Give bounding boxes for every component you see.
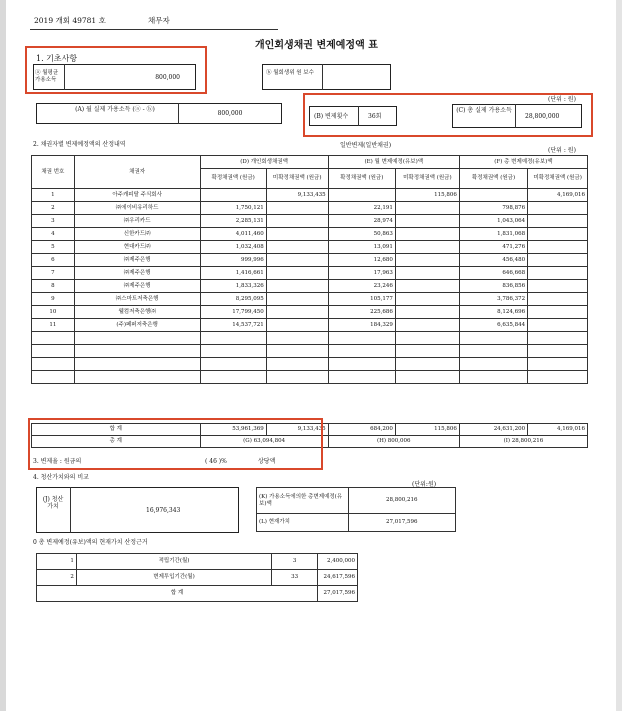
cell-d2 xyxy=(266,319,328,332)
cell-f2 xyxy=(528,306,588,319)
blank-cell xyxy=(328,332,395,345)
col-header-E: (E) 월 변제예정(유보)액 xyxy=(328,156,459,169)
cell-f1: 646,668 xyxy=(459,267,527,280)
cell-e2 xyxy=(395,202,459,215)
cell-no: 2 xyxy=(32,202,75,215)
cell-f1: 1,043,064 xyxy=(459,215,527,228)
field-C-label: (C) 총 실제 가용소득 xyxy=(456,107,512,114)
section4-unit: (단위:원) xyxy=(412,481,437,488)
pv-cell-months: 3 xyxy=(272,554,318,570)
sum-e2: 115,806 xyxy=(395,424,459,436)
sum-e1: 684,200 xyxy=(328,424,395,436)
page-title: 개인회생채권 변제예정액 표 xyxy=(255,40,378,51)
subheader-d-fixed: 확정채권액 (원금) xyxy=(200,169,266,189)
blank-cell xyxy=(528,371,588,384)
section5-title: 0 총 변제예정(유보)액의 현재가치 산정근거 xyxy=(33,539,148,546)
creditor-table xyxy=(31,155,588,384)
blank-row xyxy=(32,358,588,371)
cell-name: ㈜제주은행 xyxy=(74,280,200,293)
cell-f1: 3,786,372 xyxy=(459,293,527,306)
kl-table xyxy=(256,487,456,532)
table-row xyxy=(32,280,588,293)
cell-d2 xyxy=(266,254,328,267)
blank-cell xyxy=(266,332,328,345)
cell-d2 xyxy=(266,280,328,293)
cell-d1: 4,011,460 xyxy=(200,228,266,241)
sum-f2: 4,169,016 xyxy=(528,424,588,436)
cell-f2 xyxy=(528,280,588,293)
pv-sum-label: 합 계 xyxy=(37,586,318,602)
cell-name: ㈜제주은행 xyxy=(74,267,200,280)
blank-row xyxy=(32,345,588,358)
blank-cell xyxy=(328,371,395,384)
col-header-creditor: 채권자 xyxy=(74,156,200,189)
pv-cell-label: 변제투입기간(월) xyxy=(76,570,271,586)
cell-d1: 14,537,721 xyxy=(200,319,266,332)
unit-label-1: (단위 : 원) xyxy=(548,96,576,103)
subheader-d-unfixed: 미확정채권액 (원금) xyxy=(266,169,328,189)
blank-cell xyxy=(32,358,75,371)
cell-d2 xyxy=(266,306,328,319)
cell-f2 xyxy=(528,293,588,306)
cell-d2 xyxy=(266,293,328,306)
cell-e1: 13,091 xyxy=(328,241,395,254)
left-scan-margin xyxy=(0,0,6,711)
table-row xyxy=(32,228,588,241)
blank-cell xyxy=(528,345,588,358)
field-J-label: (J) 청산 가치 xyxy=(42,496,64,510)
sum-d2: 9,133,435 xyxy=(266,424,328,436)
blank-cell xyxy=(200,332,266,345)
pv-row xyxy=(37,570,358,586)
field-J-value: 16,976,343 xyxy=(146,507,181,514)
cell-d1: 2,285,131 xyxy=(200,215,266,228)
cell-f2 xyxy=(528,228,588,241)
blank-cell xyxy=(200,345,266,358)
field-B-label: (B) 변제횟수 xyxy=(314,113,349,120)
table-row xyxy=(32,189,588,202)
cell-e2 xyxy=(395,241,459,254)
blank-cell xyxy=(266,358,328,371)
blank-cell xyxy=(32,332,75,345)
pv-sum-value: 27,017,596 xyxy=(318,586,358,602)
cell-f1: 6,635,844 xyxy=(459,319,527,332)
section4-title: 4. 청산가치와의 비교 xyxy=(33,474,89,481)
total-label: 총 계 xyxy=(32,436,201,448)
col-header-D: (D) 개인회생채권액 xyxy=(200,156,328,169)
pv-cell-label: 적립기간(월) xyxy=(76,554,271,570)
pv-cell-months: 33 xyxy=(272,570,318,586)
table-row xyxy=(32,202,588,215)
cell-name: ㈜에이비유리하드 xyxy=(74,202,200,215)
field-A-divider xyxy=(178,103,179,124)
cell-e1: 17,963 xyxy=(328,267,395,280)
table-row xyxy=(32,215,588,228)
cell-e1 xyxy=(328,189,395,202)
field-a-value: 800,000 xyxy=(155,74,180,81)
cell-d1: 999,996 xyxy=(200,254,266,267)
cell-f2: 4,169,016 xyxy=(528,189,588,202)
cell-e1: 50,863 xyxy=(328,228,395,241)
cell-d1: 1,032,408 xyxy=(200,241,266,254)
cell-no: 7 xyxy=(32,267,75,280)
cell-f2 xyxy=(528,215,588,228)
cell-d2 xyxy=(266,267,328,280)
highlight-ABC xyxy=(303,93,593,137)
highlight-section1 xyxy=(25,46,207,94)
cell-f2 xyxy=(528,254,588,267)
section2-unit: (단위 : 원) xyxy=(548,147,576,154)
cell-no: 5 xyxy=(32,241,75,254)
field-b-divider xyxy=(322,64,323,90)
subheader-f-unfixed: 미확정채권액 (원금) xyxy=(528,169,588,189)
section3-label: 3. 변제율 : 원금의 xyxy=(33,458,82,465)
blank-cell xyxy=(32,371,75,384)
cell-d2: 9,133,435 xyxy=(266,189,328,202)
cell-name: 신한카드㈜ xyxy=(74,228,200,241)
pv-table xyxy=(36,553,358,602)
cell-no: 11 xyxy=(32,319,75,332)
cell-e2 xyxy=(395,280,459,293)
blank-row xyxy=(32,371,588,384)
blank-cell xyxy=(266,345,328,358)
field-L-label: (L) 현재가치 xyxy=(257,514,349,532)
field-J-box xyxy=(36,487,239,533)
cell-e2 xyxy=(395,254,459,267)
field-K-label: (K) 가용소득에의한 총변제예정(유보)액 xyxy=(257,488,349,514)
cell-d2 xyxy=(266,202,328,215)
cell-d2 xyxy=(266,215,328,228)
blank-cell xyxy=(528,332,588,345)
section2-sub: 일반변제(일반채권) xyxy=(340,142,392,149)
cell-d1: 17,799,450 xyxy=(200,306,266,319)
field-A-value: 800,000 xyxy=(217,110,243,117)
cell-f1: 456,480 xyxy=(459,254,527,267)
cell-name: 현대카드㈜ xyxy=(74,241,200,254)
cell-d2 xyxy=(266,228,328,241)
cell-no: 1 xyxy=(32,189,75,202)
blank-cell xyxy=(395,345,459,358)
field-C-value: 28,800,000 xyxy=(525,113,560,120)
pv-cell-no: 1 xyxy=(37,554,77,570)
cell-f1: 836,856 xyxy=(459,280,527,293)
cell-d1 xyxy=(200,189,266,202)
cell-e2 xyxy=(395,228,459,241)
cell-f1: 8,124,696 xyxy=(459,306,527,319)
cell-e1: 28,974 xyxy=(328,215,395,228)
cell-d1: 1,416,661 xyxy=(200,267,266,280)
field-a-label: ⓐ 월평균 가용소득 xyxy=(35,70,59,83)
blank-cell xyxy=(200,358,266,371)
cell-e2 xyxy=(395,306,459,319)
subheader-e-fixed: 확정채권액 (원금) xyxy=(328,169,395,189)
section3-suffix: 상당액 xyxy=(258,458,276,465)
pv-cell-value: 24,617,596 xyxy=(318,570,358,586)
cell-f2 xyxy=(528,267,588,280)
field-L-value: 27,017,596 xyxy=(348,514,455,532)
sum-d1: 53,961,369 xyxy=(200,424,266,436)
cell-d2 xyxy=(266,241,328,254)
cell-name: 아주캐피탈 주식회사 xyxy=(74,189,200,202)
cell-name: ㈜제주은행 xyxy=(74,254,200,267)
cell-name: (주)페퍼저축은행 xyxy=(74,319,200,332)
cell-no: 10 xyxy=(32,306,75,319)
cell-no: 9 xyxy=(32,293,75,306)
cell-e2: 115,806 xyxy=(395,189,459,202)
section3-pct: ( 46 )% xyxy=(205,458,227,465)
cell-e1: 105,177 xyxy=(328,293,395,306)
sum-f1: 24,631,200 xyxy=(459,424,527,436)
cell-f2 xyxy=(528,319,588,332)
cell-e2 xyxy=(395,215,459,228)
blank-row xyxy=(32,332,588,345)
cell-e1: 184,329 xyxy=(328,319,395,332)
table-row xyxy=(32,319,588,332)
blank-cell xyxy=(395,332,459,345)
highlight-totals xyxy=(28,418,323,470)
cell-f1 xyxy=(459,189,527,202)
section2-title: 2. 채권자별 변제예정액의 산정내역 xyxy=(33,141,126,148)
col-header-no: 채권 번호 xyxy=(32,156,75,189)
field-J-divider xyxy=(70,487,71,533)
debtor-role: 채무자 xyxy=(148,16,170,25)
cell-d1: 8,295,095 xyxy=(200,293,266,306)
cell-e2 xyxy=(395,293,459,306)
subheader-f-fixed: 확정채권액 (원금) xyxy=(459,169,527,189)
case-number: 2019 개회 49781 호 xyxy=(34,16,106,25)
pv-cell-value: 2,400,000 xyxy=(318,554,358,570)
blank-cell xyxy=(459,345,527,358)
cell-e1: 225,686 xyxy=(328,306,395,319)
blank-cell xyxy=(74,371,200,384)
cell-no: 4 xyxy=(32,228,75,241)
blank-cell xyxy=(200,371,266,384)
subheader-e-unfixed: 미확정채권액 (원금) xyxy=(395,169,459,189)
blank-cell xyxy=(459,371,527,384)
blank-cell xyxy=(328,358,395,371)
total-g: (G) 63,094,804 xyxy=(200,436,328,448)
cell-name: ㈜스마트저축은행 xyxy=(74,293,200,306)
table-row xyxy=(32,267,588,280)
cell-e1: 22,191 xyxy=(328,202,395,215)
table-row xyxy=(32,306,588,319)
table-row xyxy=(32,293,588,306)
cell-name: ㈜우리카드 xyxy=(74,215,200,228)
cell-e2 xyxy=(395,319,459,332)
total-h: (H) 800,006 xyxy=(328,436,459,448)
cell-f1: 471,276 xyxy=(459,241,527,254)
section1-title: 1. 기초사항 xyxy=(36,54,78,63)
blank-cell xyxy=(328,345,395,358)
creditor-rows xyxy=(32,189,588,384)
cell-e2 xyxy=(395,267,459,280)
total-i: (I) 28,800,216 xyxy=(459,436,587,448)
cell-f1: 1,831,068 xyxy=(459,228,527,241)
right-scan-margin xyxy=(616,0,622,711)
blank-cell xyxy=(32,345,75,358)
cell-no: 6 xyxy=(32,254,75,267)
col-header-F: (F) 총 변제예정(유보)액 xyxy=(459,156,587,169)
cell-f1: 798,876 xyxy=(459,202,527,215)
cell-no: 8 xyxy=(32,280,75,293)
field-b-box xyxy=(262,64,391,90)
field-K-value: 28,800,216 xyxy=(348,488,455,514)
blank-cell xyxy=(395,358,459,371)
blank-cell xyxy=(459,332,527,345)
field-A-label: (A) 월 실제 가용소득 (ⓐ - ⓑ) xyxy=(75,106,155,113)
blank-cell xyxy=(395,371,459,384)
blank-cell xyxy=(459,358,527,371)
blank-cell xyxy=(528,358,588,371)
pv-row xyxy=(37,554,358,570)
cell-e1: 12,680 xyxy=(328,254,395,267)
header-rule xyxy=(30,29,278,30)
blank-cell xyxy=(74,345,200,358)
table-row xyxy=(32,241,588,254)
blank-cell xyxy=(74,358,200,371)
cell-d1: 1,750,121 xyxy=(200,202,266,215)
cell-e1: 23,246 xyxy=(328,280,395,293)
field-b-label: ⓑ 월회생위 원 보수 xyxy=(266,70,314,76)
blank-cell xyxy=(266,371,328,384)
blank-cell xyxy=(74,332,200,345)
cell-f2 xyxy=(528,241,588,254)
cell-no: 3 xyxy=(32,215,75,228)
field-B-value: 36회 xyxy=(368,113,382,120)
cell-d1: 1,833,326 xyxy=(200,280,266,293)
cell-name: 웰컴저축은행㈜ xyxy=(74,306,200,319)
sum-label: 합 계 xyxy=(32,424,201,436)
pv-cell-no: 2 xyxy=(37,570,77,586)
cell-f2 xyxy=(528,202,588,215)
table-row xyxy=(32,254,588,267)
